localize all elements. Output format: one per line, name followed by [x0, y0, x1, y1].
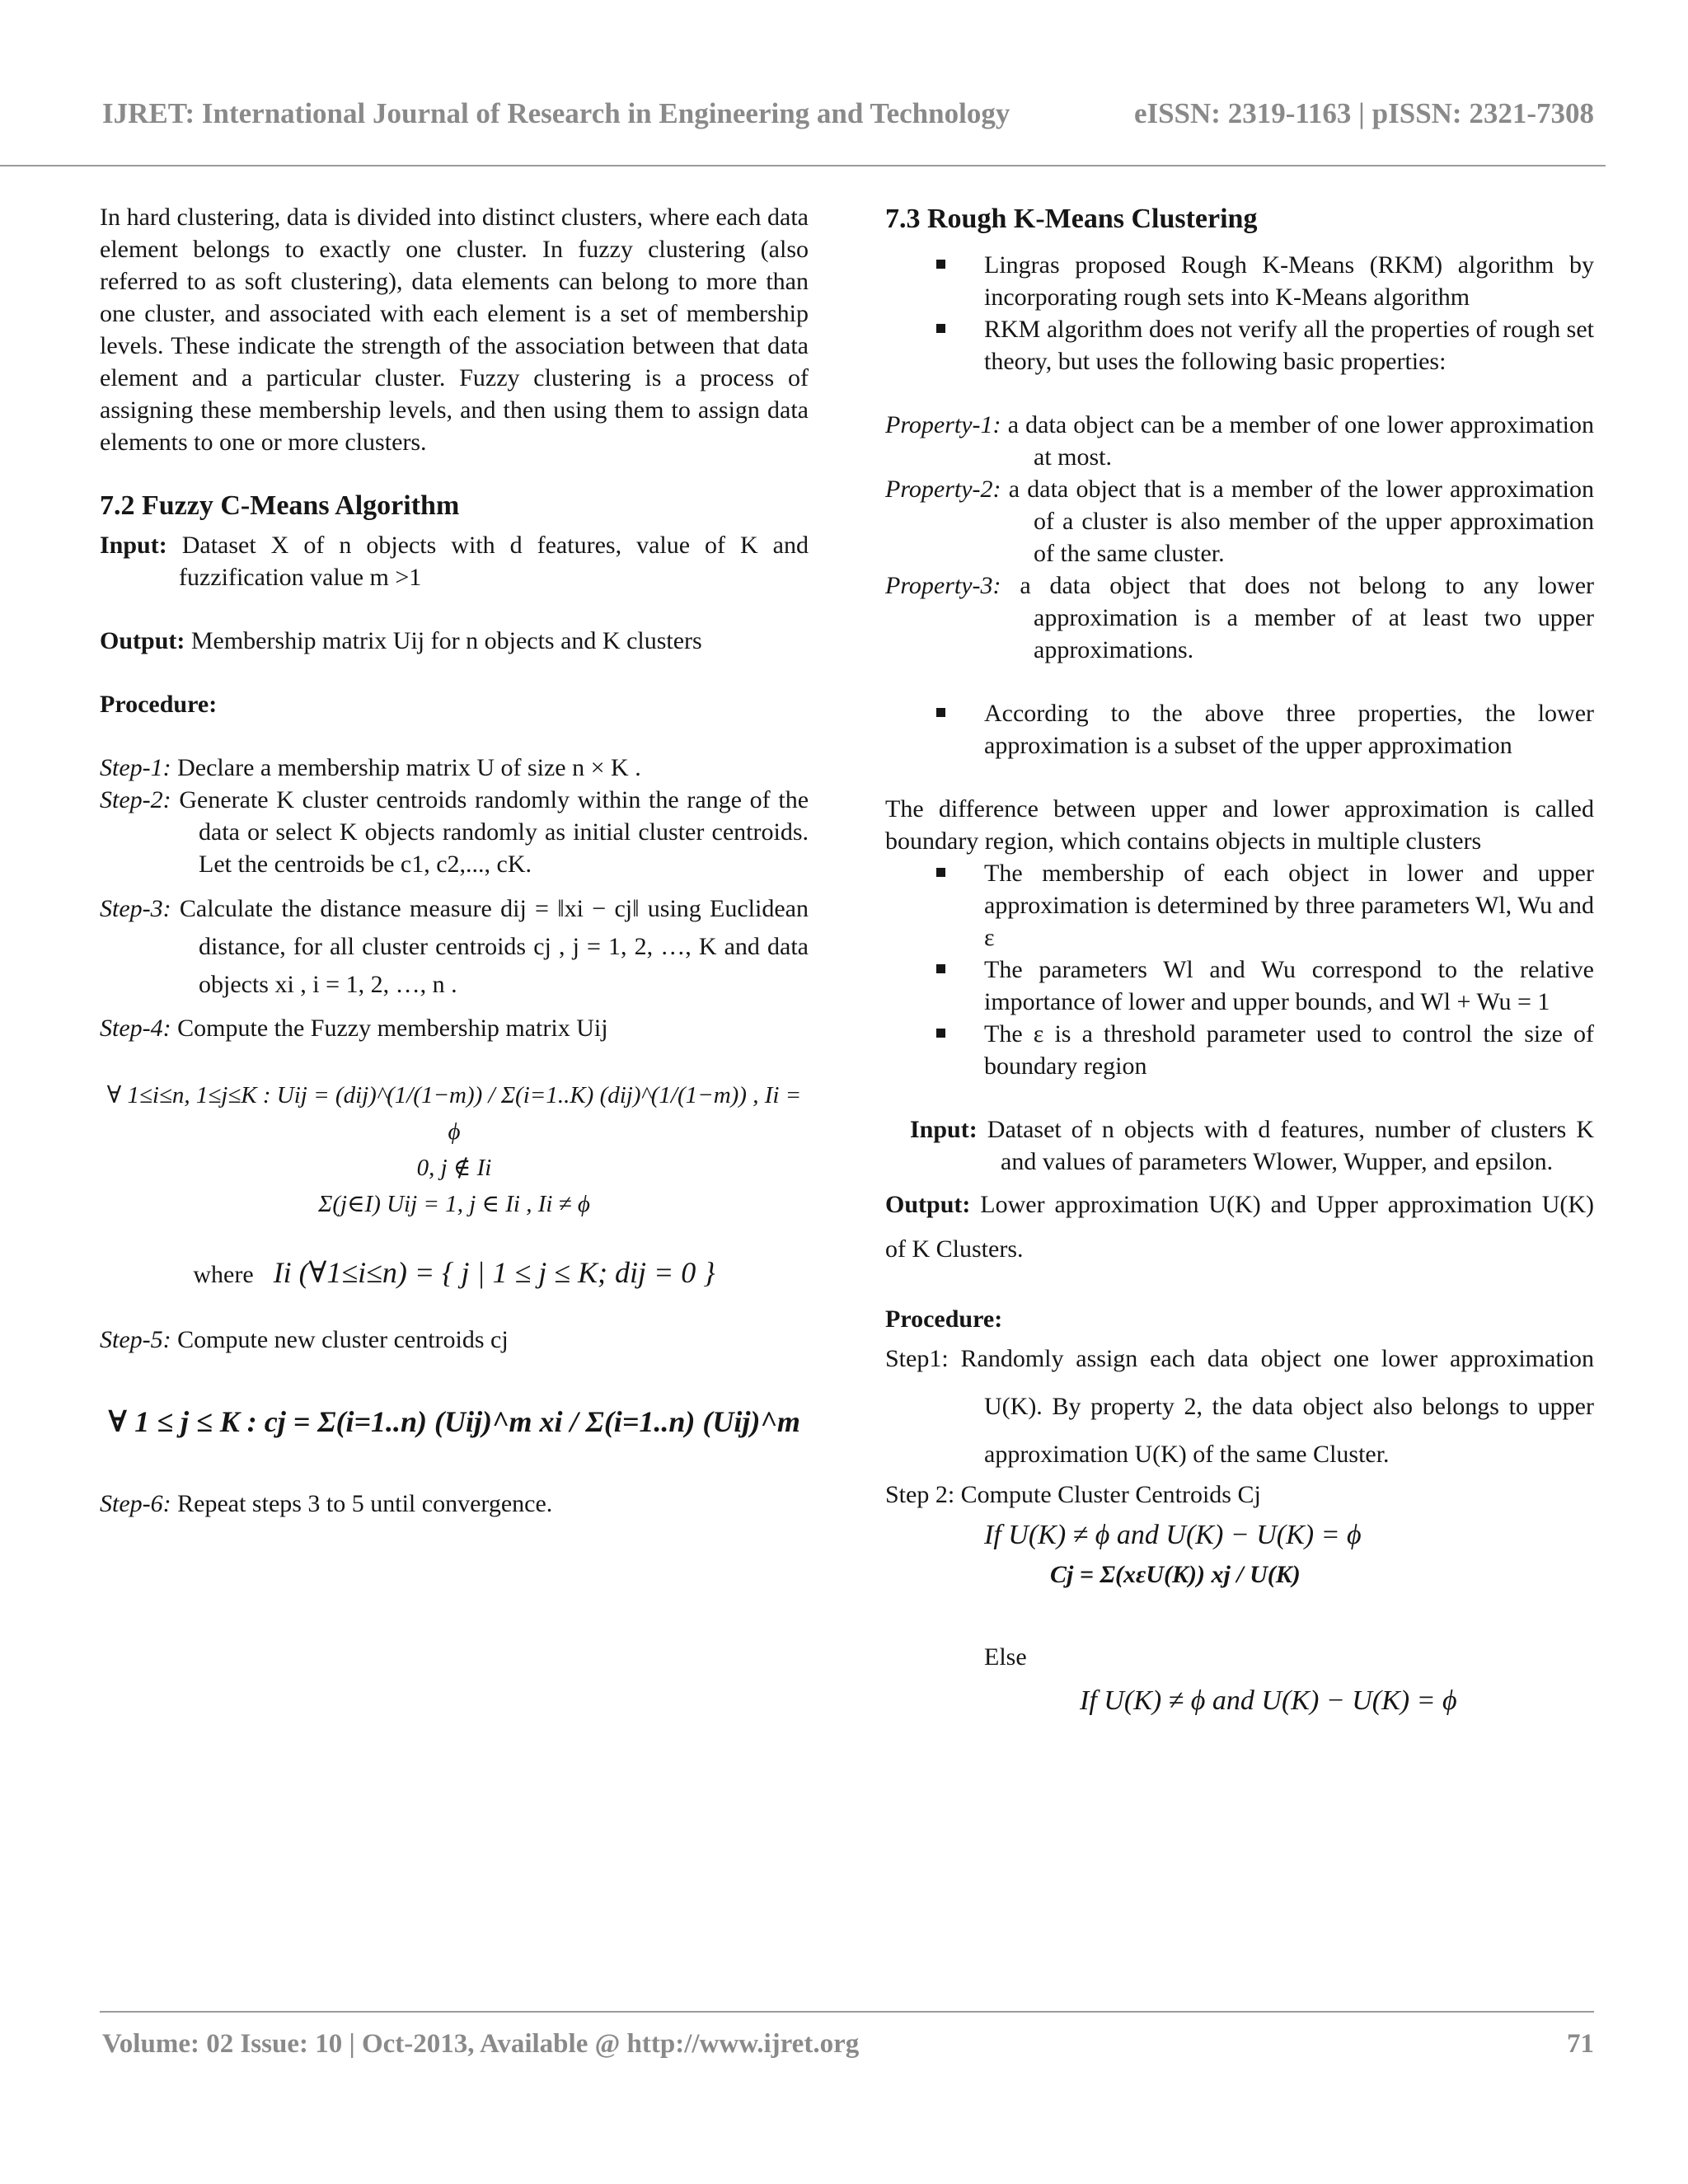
where-label: where	[193, 1261, 254, 1288]
header-rule	[0, 165, 1606, 166]
footer-rule	[100, 2011, 1594, 2013]
list-item: Lingras proposed Rough K-Means (RKM) algorithm by incorporating rough sets into K-Means algorithm	[885, 249, 1594, 313]
list-item: The parameters Wl and Wu correspond to the relative importance of lower and upper bounds, and Wl + Wu = 1	[885, 954, 1594, 1018]
rkm-bullets	[885, 249, 1594, 377]
right-column	[885, 201, 1594, 1721]
input-text: Dataset of n objects with d features, number of clusters K and values of parameters Wlower, Wupper, and epsilon.	[987, 1116, 1594, 1175]
step-2	[100, 784, 809, 880]
membership-equation	[100, 1077, 809, 1222]
list-item: The ε is a threshold parameter used to control the size of boundary region	[885, 1018, 1594, 1082]
rkm-input	[885, 1113, 1594, 1178]
procedure-label: Procedure:	[885, 1305, 1003, 1333]
left-column	[100, 201, 809, 1520]
membership-case-2: 0, j ∉ Ii	[416, 1155, 492, 1181]
property-label: Property-2:	[885, 476, 1001, 503]
procedure-label: Procedure:	[100, 691, 218, 718]
property-text: a data object can be a member of one lower approximation at most.	[1007, 411, 1594, 471]
list-item: The membership of each object in lower and upper approximation is determined by three parameters Wl, Wu and ε	[885, 857, 1594, 954]
membership-case-1: ∀ 1≤i≤n, 1≤j≤K : Uij = (dij)^(1/(1−m)) / Σ(i=1..K) (dij)^(1/(1−m)) , Ii = ϕ	[106, 1082, 802, 1145]
output-label: Output:	[100, 627, 185, 654]
input-label: Input:	[910, 1116, 978, 1143]
step-label: Step1:	[885, 1345, 949, 1372]
step-4	[100, 1012, 809, 1044]
parameter-bullets	[885, 857, 1594, 1082]
property-1	[885, 409, 1594, 473]
list-item: RKM algorithm does not verify all the properties of rough set theory, but uses the following basic properties:	[885, 313, 1594, 377]
output-text: Membership matrix Uij for n objects and K clusters	[190, 627, 702, 654]
step-label: Step-4:	[100, 1015, 171, 1042]
running-footer	[102, 2029, 1594, 2060]
property-label: Property-1:	[885, 411, 1001, 438]
where-equation	[100, 1252, 809, 1296]
section-heading-fcm: 7.2 Fuzzy C-Means Algorithm	[100, 490, 460, 521]
rkm-step-2: Step 2: Compute Cluster Centroids Cj	[885, 1481, 1261, 1508]
step-1	[100, 752, 809, 784]
rkm-output	[885, 1183, 1594, 1272]
cj-formula: Cj = Σ(xεU(K)) xj / U(K)	[1050, 1561, 1301, 1588]
boundary-paragraph: The difference between upper and lower approximation is called boundary region, which contains objects in multiple clusters	[885, 795, 1594, 855]
step-label: Step-1:	[100, 754, 171, 781]
output-text: Lower approximation U(K) and Upper approximation U(K) of K Clusters.	[885, 1191, 1595, 1263]
where-formula: Ii (∀1≤i≤n) = { j | 1 ≤ j ≤ K; dij = 0 }	[273, 1256, 715, 1289]
step-5	[100, 1324, 809, 1356]
step-3	[100, 890, 809, 1004]
property-2	[885, 473, 1594, 569]
step-label: Step-2:	[100, 786, 171, 813]
input-text: Dataset X of n objects with d features, value of K and fuzzification value m >1	[179, 532, 809, 591]
input-label: Input:	[100, 532, 167, 559]
fcm-input	[100, 529, 809, 593]
step-6	[100, 1488, 809, 1520]
intro-paragraph: In hard clustering, data is divided into distinct clusters, where each data element belongs to exactly one cluster. In fuzzy clustering (also referred to as soft clustering), data elements can belong to more than one cluster, and associated with each element is a set of membership levels. These indicate the strength of the association between that data element and a particular cluster. Fuzzy clustering is a process of assigning these membership levels, and then using them to assign data elements to one or more clusters.	[100, 204, 809, 456]
section-heading-rkm: 7.3 Rough K-Means Clustering	[885, 204, 1258, 234]
membership-case-3: Σ(j∈I) Uij = 1, j ∈ Ii , Ii ≠ ϕ	[318, 1191, 590, 1217]
step-text: Compute new cluster centroids cj	[177, 1326, 509, 1353]
if-condition-2: If U(K) ≠ ϕ and U(K) − U(K) = ϕ	[1080, 1685, 1457, 1716]
rkm-step-1	[885, 1335, 1594, 1479]
footer-volume: Volume: 02 Issue: 10 | Oct-2013, Available @ http://www.ijret.org	[102, 2029, 860, 2059]
subset-bullet	[885, 697, 1594, 762]
step-label: Step-5:	[100, 1326, 171, 1353]
page-number: 71	[1567, 2029, 1594, 2059]
property-text: a data object that does not belong to any lower approximation is a member of at least two upper approximations.	[1020, 572, 1595, 663]
issn-numbers: eISSN: 2319-1163 | pISSN: 2321-7308	[1133, 97, 1594, 129]
step-label: Step-6:	[100, 1490, 171, 1517]
step-text: Compute the Fuzzy membership matrix Uij	[177, 1015, 608, 1042]
step-label: Step-3:	[100, 895, 171, 922]
step-text: Declare a membership matrix U of size n × K .	[177, 754, 641, 781]
property-label: Property-3:	[885, 572, 1001, 599]
output-label: Output:	[885, 1191, 971, 1218]
else-text: Else	[984, 1643, 1027, 1671]
property-text: a data object that is a member of the lower approximation of a cluster is also member of the upper approximation of the same cluster.	[1008, 476, 1594, 567]
step-text: Repeat steps 3 to 5 until convergence.	[177, 1490, 553, 1517]
running-header	[102, 97, 1594, 130]
list-item: According to the above three properties, the lower approximation is a subset of the upper approximation	[885, 697, 1594, 762]
step-text: Randomly assign each data object one lower approximation U(K). By property 2, the data object also belongs to upper approximation U(K) of the same Cluster.	[960, 1345, 1595, 1468]
property-3	[885, 569, 1594, 666]
step-text: Generate K cluster centroids randomly within the range of the data or select K objects randomly as initial cluster centroids. Let the centroids be c1, c2,..., cK.	[179, 786, 809, 878]
step-text: Calculate the distance measure dij = ‖xi − cj‖ using Euclidean distance, for all cluster centroids cj , j = 1, 2, …, K and data objects xi , i = 1, 2, …, n .	[179, 895, 809, 998]
centroid-equation: ∀ 1 ≤ j ≤ K : cj = Σ(i=1..n) (Uij)^m xi / Σ(i=1..n) (Uij)^m	[108, 1405, 800, 1438]
journal-title: IJRET: International Journal of Research in Engineering and Technology	[102, 97, 1010, 129]
fcm-output	[100, 625, 809, 657]
if-condition-1: If U(K) ≠ ϕ and U(K) − U(K) = ϕ	[984, 1520, 1362, 1550]
